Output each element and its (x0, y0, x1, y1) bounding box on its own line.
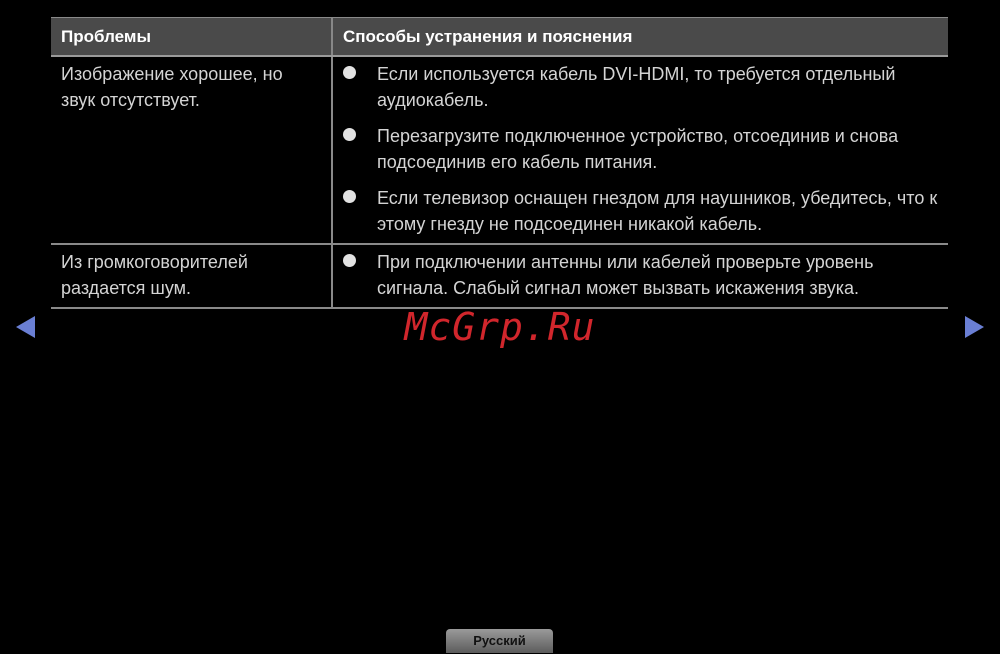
solution-item (343, 123, 938, 175)
problem-cell: Изображение хорошее, но звук отсутствует. (51, 56, 332, 244)
problem-cell: Из громкоговорителей раздается шум. (51, 244, 332, 308)
table-row (51, 244, 948, 308)
solution-list (343, 61, 938, 237)
header-solutions: Способы устранения и пояснения (332, 18, 948, 57)
language-tab[interactable]: Русский (446, 629, 553, 653)
solution-item (343, 61, 938, 113)
solution-text: Если используется кабель DVI-HDMI, то требуется отдельный аудиокабель. (377, 64, 896, 110)
bullet-icon (343, 254, 356, 267)
table-row (51, 56, 948, 244)
bullet-icon (343, 190, 356, 203)
solution-cell (332, 56, 948, 244)
troubleshooting-table (51, 17, 948, 309)
solution-cell (332, 244, 948, 308)
solution-text: Перезагрузите подключенное устройство, отсоединив и снова подсоединив его кабель питания. (377, 126, 899, 172)
table-header-row (51, 18, 948, 57)
solution-list (343, 249, 938, 301)
bullet-icon (343, 66, 356, 79)
bullet-icon (343, 128, 356, 141)
solution-text: Если телевизор оснащен гнездом для наушников, убедитесь, что к этому гнезду не подсоединен никакой кабель. (377, 188, 938, 234)
watermark: McGrp.Ru (404, 305, 596, 349)
header-problems: Проблемы (51, 18, 332, 57)
solution-text: При подключении антенны или кабелей проверьте уровень сигнала. Слабый сигнал может вызвать искажения звука. (377, 252, 874, 298)
solution-item (343, 185, 938, 237)
solution-item (343, 249, 938, 301)
